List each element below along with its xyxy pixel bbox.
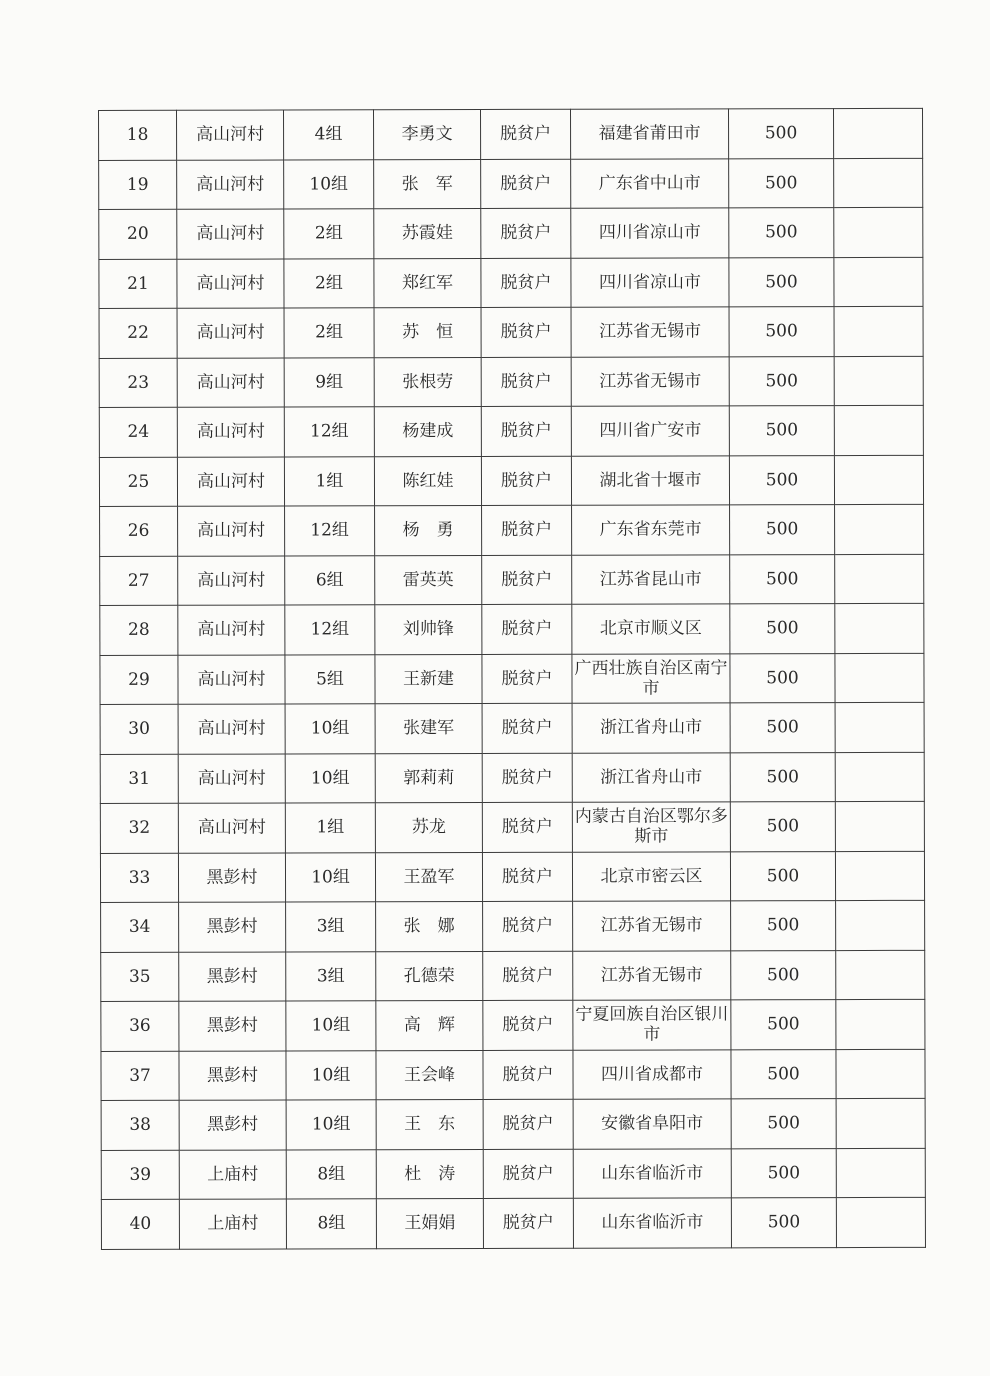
group-cell: 1组 (285, 803, 375, 853)
row-number-cell: 35 (101, 952, 179, 1002)
village-cell: 黑彭村 (178, 853, 285, 903)
village-cell: 高山河村 (177, 209, 284, 259)
village-cell: 高山河村 (177, 110, 284, 160)
amount-cell: 500 (729, 307, 834, 357)
group-cell: 2组 (284, 209, 374, 259)
name-cell: 张根劳 (374, 357, 481, 407)
remarks-cell (836, 1049, 925, 1099)
work-location-cell: 广东省中山市 (571, 158, 729, 208)
work-location-cell: 江苏省无锡市 (571, 307, 729, 357)
table-row (100, 702, 924, 754)
village-cell: 高山河村 (177, 259, 284, 309)
table-row (100, 801, 924, 853)
table-row (99, 108, 923, 160)
work-location-cell: 内蒙古自治区鄂尔多斯市 (572, 802, 730, 852)
row-number-cell: 34 (101, 902, 179, 952)
village-cell: 高山河村 (177, 407, 284, 457)
work-location-cell: 山东省临沂市 (573, 1198, 731, 1248)
remarks-cell (834, 158, 923, 208)
household-type-cell: 脱贫户 (482, 654, 572, 704)
table-row (100, 851, 924, 903)
village-cell: 高山河村 (178, 655, 285, 705)
group-cell: 3组 (286, 951, 376, 1001)
name-cell: 王新建 (375, 654, 482, 704)
amount-cell: 500 (729, 208, 834, 258)
row-number-cell: 22 (99, 308, 177, 358)
group-cell: 12组 (285, 506, 375, 556)
household-type-cell: 脱贫户 (481, 159, 571, 209)
village-cell: 黑彭村 (179, 902, 286, 952)
amount-cell: 500 (731, 1148, 836, 1198)
amount-cell: 500 (730, 703, 835, 753)
table-row (99, 356, 923, 408)
group-cell: 5组 (285, 654, 375, 704)
work-location-cell: 四川省成都市 (573, 1049, 731, 1099)
row-number-cell: 25 (99, 457, 177, 507)
group-cell: 1组 (284, 456, 374, 506)
amount-cell: 500 (730, 554, 835, 604)
household-type-cell: 脱贫户 (482, 555, 572, 605)
name-cell: 张 娜 (376, 901, 483, 951)
amount-cell: 500 (731, 1049, 836, 1099)
name-cell: 李勇文 (374, 109, 481, 159)
remarks-cell (835, 851, 924, 901)
row-number-cell: 33 (100, 853, 178, 903)
village-cell: 高山河村 (177, 358, 284, 408)
amount-cell: 500 (729, 257, 834, 307)
name-cell: 郑红军 (374, 258, 481, 308)
remarks-cell (835, 554, 924, 604)
work-location-cell: 北京市密云区 (572, 851, 730, 901)
remarks-cell (834, 455, 923, 505)
amount-cell: 500 (730, 604, 835, 654)
name-cell: 张建军 (375, 703, 482, 753)
work-location-cell: 江苏省无锡市 (573, 901, 731, 951)
group-cell: 10组 (284, 159, 374, 209)
work-location-cell: 福建省莆田市 (570, 109, 728, 159)
remarks-cell (834, 207, 923, 257)
village-cell: 黑彭村 (179, 1100, 286, 1150)
name-cell: 高 辉 (376, 1000, 483, 1050)
table-row (101, 999, 925, 1051)
row-number-cell: 39 (101, 1150, 179, 1200)
amount-cell: 500 (731, 901, 836, 951)
village-cell: 高山河村 (178, 803, 285, 853)
amount-cell: 500 (731, 1000, 836, 1050)
group-cell: 4组 (284, 110, 374, 160)
table-row (101, 1049, 925, 1101)
amount-cell: 500 (730, 505, 835, 555)
village-cell: 黑彭村 (179, 1001, 286, 1051)
remarks-cell (834, 257, 923, 307)
amount-cell: 500 (729, 356, 834, 406)
table-row (99, 257, 923, 309)
group-cell: 10组 (285, 753, 375, 803)
amount-cell: 500 (729, 158, 834, 208)
name-cell: 苏霞娃 (374, 208, 481, 258)
household-type-cell: 脱贫户 (482, 802, 572, 852)
table-row (101, 900, 925, 952)
village-cell: 黑彭村 (179, 1051, 286, 1101)
work-location-cell: 湖北省十堰市 (571, 455, 729, 505)
household-type-cell: 脱贫户 (483, 1050, 573, 1100)
name-cell: 孔德荣 (376, 951, 483, 1001)
row-number-cell: 32 (100, 803, 178, 853)
remarks-cell (836, 999, 925, 1049)
group-cell: 2组 (284, 308, 374, 358)
amount-cell: 500 (729, 406, 834, 456)
work-location-cell: 四川省广安市 (571, 406, 729, 456)
row-number-cell: 36 (101, 1001, 179, 1051)
amount-cell: 500 (729, 455, 834, 505)
village-cell: 高山河村 (178, 556, 285, 606)
amount-cell: 500 (731, 1198, 836, 1248)
group-cell: 12组 (284, 407, 374, 457)
household-type-cell: 脱贫户 (482, 703, 572, 753)
work-location-cell: 北京市顺义区 (572, 604, 730, 654)
household-type-cell: 脱贫户 (482, 604, 572, 654)
work-location-cell: 浙江省舟山市 (572, 703, 730, 753)
remarks-cell (836, 950, 925, 1000)
remarks-cell (833, 108, 922, 158)
table-row (101, 1098, 925, 1150)
worker-subsidy-table (98, 108, 926, 1250)
row-number-cell: 21 (99, 259, 177, 309)
name-cell: 王盈军 (375, 852, 482, 902)
remarks-cell (836, 1098, 925, 1148)
remarks-cell (836, 1148, 925, 1198)
table-row (100, 653, 924, 705)
row-number-cell: 27 (100, 556, 178, 606)
remarks-cell (835, 801, 924, 851)
row-number-cell: 40 (101, 1199, 179, 1249)
name-cell: 苏龙 (375, 802, 482, 852)
village-cell: 高山河村 (178, 605, 285, 655)
household-type-cell: 脱贫户 (483, 951, 573, 1001)
village-cell: 上庙村 (179, 1150, 286, 1200)
work-location-cell: 广西壮族自治区南宁市 (572, 653, 730, 703)
household-type-cell: 脱贫户 (481, 307, 571, 357)
work-location-cell: 山东省临沂市 (573, 1148, 731, 1198)
name-cell: 张 军 (374, 159, 481, 209)
amount-cell: 500 (728, 109, 833, 159)
table-row (101, 950, 925, 1002)
table-row (99, 405, 923, 457)
amount-cell: 500 (731, 1099, 836, 1149)
row-number-cell: 23 (99, 358, 177, 408)
amount-cell: 500 (731, 950, 836, 1000)
name-cell: 杜 涛 (376, 1149, 483, 1199)
household-type-cell: 脱贫户 (482, 505, 572, 555)
remarks-cell (834, 405, 923, 455)
village-cell: 上庙村 (179, 1199, 286, 1249)
household-type-cell: 脱贫户 (483, 1099, 573, 1149)
household-type-cell: 脱贫户 (481, 357, 571, 407)
work-location-cell: 广东省东莞市 (572, 505, 730, 555)
household-type-cell: 脱贫户 (482, 753, 572, 803)
row-number-cell: 30 (100, 704, 178, 754)
table-row (99, 306, 923, 358)
household-type-cell: 脱贫户 (481, 208, 571, 258)
remarks-cell (836, 900, 925, 950)
row-number-cell: 24 (99, 407, 177, 457)
table-row (100, 554, 924, 606)
table-row (99, 455, 923, 507)
group-cell: 2组 (284, 258, 374, 308)
row-number-cell: 31 (100, 754, 178, 804)
household-type-cell: 脱贫户 (481, 258, 571, 308)
work-location-cell: 江苏省无锡市 (571, 356, 729, 406)
amount-cell: 500 (730, 752, 835, 802)
row-number-cell: 38 (101, 1100, 179, 1150)
household-type-cell: 脱贫户 (481, 109, 571, 159)
group-cell: 10组 (286, 1001, 376, 1051)
work-location-cell: 安徽省阜阳市 (573, 1099, 731, 1149)
work-location-cell: 四川省凉山市 (571, 257, 729, 307)
household-type-cell: 脱贫户 (483, 1198, 573, 1248)
work-location-cell: 浙江省舟山市 (572, 752, 730, 802)
village-cell: 高山河村 (178, 704, 285, 754)
household-type-cell: 脱贫户 (483, 1000, 573, 1050)
household-type-cell: 脱贫户 (481, 406, 571, 456)
table-body (99, 108, 926, 1249)
name-cell: 陈红娃 (374, 456, 481, 506)
row-number-cell: 37 (101, 1051, 179, 1101)
group-cell: 10组 (286, 1050, 376, 1100)
row-number-cell: 18 (99, 110, 177, 160)
name-cell: 王 东 (376, 1099, 483, 1149)
remarks-cell (835, 752, 924, 802)
village-cell: 高山河村 (177, 308, 284, 358)
row-number-cell: 28 (100, 605, 178, 655)
table-row (101, 1197, 925, 1249)
amount-cell: 500 (730, 802, 835, 852)
table-row (101, 1148, 925, 1200)
work-location-cell: 江苏省无锡市 (573, 950, 731, 1000)
village-cell: 黑彭村 (179, 952, 286, 1002)
table-row (100, 752, 924, 804)
group-cell: 9组 (284, 357, 374, 407)
household-type-cell: 脱贫户 (481, 456, 571, 506)
group-cell: 8组 (286, 1199, 376, 1249)
village-cell: 高山河村 (177, 457, 284, 507)
village-cell: 高山河村 (178, 506, 285, 556)
name-cell: 王娟娟 (376, 1198, 483, 1248)
group-cell: 3组 (286, 902, 376, 952)
name-cell: 刘帅锋 (375, 604, 482, 654)
table-row (100, 603, 924, 655)
name-cell: 王会峰 (376, 1050, 483, 1100)
table-row (99, 158, 923, 210)
remarks-cell (835, 653, 924, 703)
remarks-cell (835, 603, 924, 653)
work-location-cell: 四川省凉山市 (571, 208, 729, 258)
household-type-cell: 脱贫户 (483, 901, 573, 951)
group-cell: 10组 (285, 852, 375, 902)
household-type-cell: 脱贫户 (482, 852, 572, 902)
table-row (100, 504, 924, 556)
row-number-cell: 26 (100, 506, 178, 556)
name-cell: 苏 恒 (374, 307, 481, 357)
household-type-cell: 脱贫户 (483, 1149, 573, 1199)
amount-cell: 500 (730, 653, 835, 703)
row-number-cell: 20 (99, 209, 177, 259)
group-cell: 10组 (286, 1100, 376, 1150)
row-number-cell: 29 (100, 655, 178, 705)
remarks-cell (835, 504, 924, 554)
village-cell: 高山河村 (178, 754, 285, 804)
remarks-cell (836, 1197, 925, 1247)
remarks-cell (834, 306, 923, 356)
work-location-cell: 江苏省昆山市 (572, 554, 730, 604)
group-cell: 12组 (285, 605, 375, 655)
group-cell: 10组 (285, 704, 375, 754)
row-number-cell: 19 (99, 160, 177, 210)
name-cell: 杨 勇 (375, 505, 482, 555)
work-location-cell: 宁夏回族自治区银川市 (573, 1000, 731, 1050)
amount-cell: 500 (730, 851, 835, 901)
name-cell: 雷英英 (375, 555, 482, 605)
group-cell: 6组 (285, 555, 375, 605)
remarks-cell (835, 702, 924, 752)
village-cell: 高山河村 (177, 160, 284, 210)
remarks-cell (834, 356, 923, 406)
group-cell: 8组 (286, 1149, 376, 1199)
name-cell: 郭莉莉 (375, 753, 482, 803)
name-cell: 杨建成 (374, 406, 481, 456)
table-row (99, 207, 923, 259)
